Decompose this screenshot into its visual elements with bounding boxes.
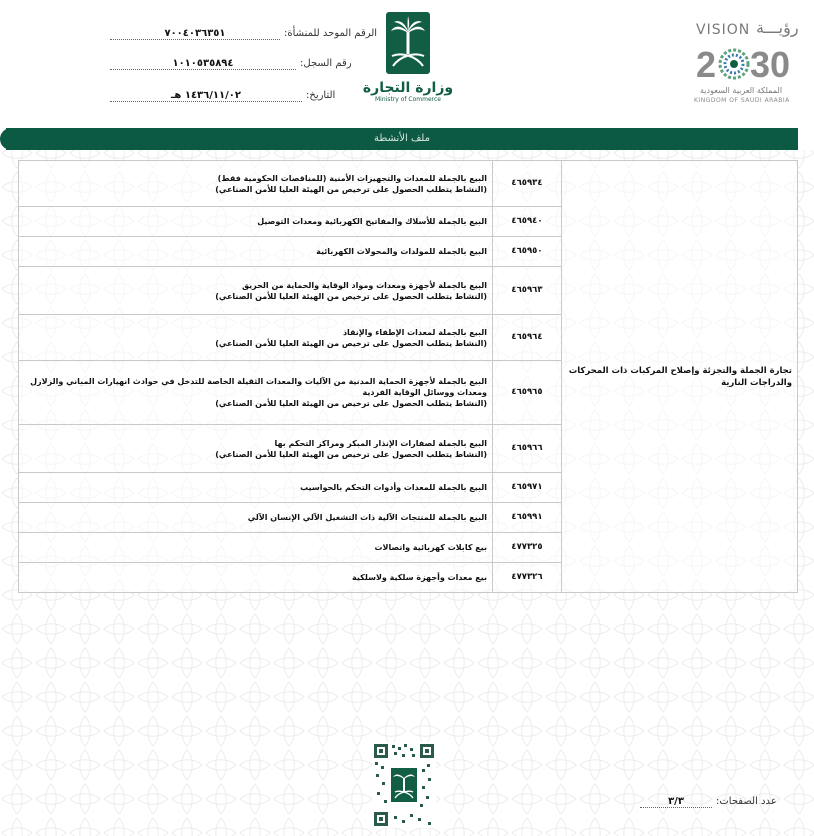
page-count-label: عدد الصفحات: xyxy=(716,796,777,807)
vision-ar: رؤيـــة xyxy=(756,18,799,37)
palm-swords-emblem-icon xyxy=(386,12,430,74)
activity-code: ٤٦٥٩٩١ xyxy=(493,503,562,533)
activity-row xyxy=(19,161,798,207)
activity-description-line: (النشاط يتطلب الحصول على ترخيص من الهيئة العليا للأمن الصناعي) xyxy=(215,449,487,459)
ministry-name-en: Ministry of Commerce xyxy=(375,96,441,103)
activity-description xyxy=(19,161,493,207)
qr-code xyxy=(372,742,436,828)
ministry-name-ar: وزارة التجارة xyxy=(362,80,454,96)
banner-title: ملف الأنشطة xyxy=(374,133,430,144)
unified-number-label: الرقم الموحد للمنشأة: xyxy=(284,28,378,39)
activity-group: تجارة الجملة والتجزئة وإصلاح المركبات ذات المحركات والدراجات النارية xyxy=(562,161,798,593)
vision-flower-icon xyxy=(718,48,750,80)
activity-description-line: البيع بالجملة لمعدات الإطفاء والإنقاذ xyxy=(342,327,487,337)
unified-number-value: ٧٠٠٤٠٣٦٣٥١ xyxy=(110,28,280,40)
activity-description-line: (النشاط يتطلب الحصول على ترخيص من الهيئة العليا للأمن الصناعي) xyxy=(215,291,487,301)
activities-table xyxy=(18,160,798,593)
activity-description xyxy=(19,563,493,593)
activity-code: ٤٦٥٩٧١ xyxy=(493,473,562,503)
ministry-logo xyxy=(362,12,454,104)
activity-code: ٤٦٥٩٦٤ xyxy=(493,315,562,361)
activity-description-line: (النشاط يتطلب الحصول على ترخيص من الهيئة العليا للأمن الصناعي) xyxy=(215,184,487,194)
registry-value: ١٠١٠٥٣٥٨٩٤ xyxy=(110,58,296,70)
activity-code: ٤٧٧٣٢٥ xyxy=(493,533,562,563)
activity-description-line: البيع بالجملة للمولدات والمحولات الكهربائية xyxy=(316,247,487,256)
vision-year-2: 2 xyxy=(696,44,717,85)
activity-description xyxy=(19,237,493,267)
activities-table-body xyxy=(19,161,798,593)
activity-description-line: البيع بالجملة للأسلاك والمفاتيح الكهربائية ومعدات التوصيل xyxy=(257,217,487,226)
activity-description-line: (النشاط يتطلب الحصول على ترخيص من الهيئة العليا للأمن الصناعي) xyxy=(215,338,487,348)
vision-year-30: 30 xyxy=(750,44,791,85)
kingdom-en: KINGDOM OF SAUDI ARABIA xyxy=(694,97,790,104)
date-row xyxy=(110,90,335,102)
activity-description-line: البيع بالجملة للمعدات والتجهيزات الأمنية (للمناقصات الحكومية فقط) xyxy=(217,173,487,183)
registry-row xyxy=(110,58,352,70)
activity-description-line: البيع بالجملة لأجهزة ومعدات ومواد الوقاية والحماية من الحريق xyxy=(241,280,487,290)
activity-description-line: البيع بالجملة لصفارات الإنذار المبكر ومراكز التحكم بها xyxy=(274,438,487,448)
date-value: ١٤٣٦/١١/٠٢ هـ xyxy=(110,90,302,102)
activity-description-line: بيع معدات وأجهزة سلكية ولاسلكية xyxy=(352,573,487,582)
activity-code: ٤٦٥٩٤٠ xyxy=(493,207,562,237)
activity-description xyxy=(19,533,493,563)
activity-code: ٤٦٥٩٦٦ xyxy=(493,425,562,473)
page-count-row xyxy=(640,796,777,808)
date-label: التاريخ: xyxy=(306,90,336,101)
activity-description-line: (النشاط يتطلب الحصول على ترخيص من الهيئة العليا للأمن الصناعي) xyxy=(215,399,487,408)
registry-label: رقم السجل: xyxy=(300,58,352,69)
activity-description-line: البيع بالجملة للمعدات وأدوات التحكم بالحواسيب xyxy=(300,483,487,492)
activity-description-line: بيع كابلات كهربائية واتصالات xyxy=(374,543,487,552)
activity-description xyxy=(19,207,493,237)
activity-description xyxy=(19,503,493,533)
section-banner xyxy=(6,128,798,150)
vision-en: VISION xyxy=(696,22,751,38)
activity-description xyxy=(19,315,493,361)
activity-code: ٤٦٥٩٦٥ xyxy=(493,361,562,425)
activity-description xyxy=(19,425,493,473)
unified-number-row xyxy=(110,28,377,40)
page-count-value: ٣/٣ xyxy=(640,796,712,808)
activity-description-line: البيع بالجملة للمنتجات الآلية ذات التشغيل الآلي الإنسان الآلي xyxy=(247,513,487,522)
activity-code: ٤٧٧٣٢٦ xyxy=(493,563,562,593)
activity-description xyxy=(19,267,493,315)
activity-code: ٤٦٥٩٥٠ xyxy=(493,237,562,267)
activity-description xyxy=(19,361,493,425)
activity-code: ٤٦٥٩٣٤ xyxy=(493,161,562,207)
activity-description-line: البيع بالجملة لأجهزة الحماية المدنية من الآليات والمعدات الثقيلة الخاصة للتدخل في حوادث انهيارات المباني والزلازل ومعدات ووسائل الوقاية الفردية xyxy=(30,377,487,397)
kingdom-ar: المملكة العربية السعودية xyxy=(700,86,783,95)
activity-description xyxy=(19,473,493,503)
vision-2030-logo xyxy=(694,18,804,104)
activity-code: ٤٦٥٩٦٣ xyxy=(493,267,562,315)
qr-code-icon xyxy=(372,742,436,828)
